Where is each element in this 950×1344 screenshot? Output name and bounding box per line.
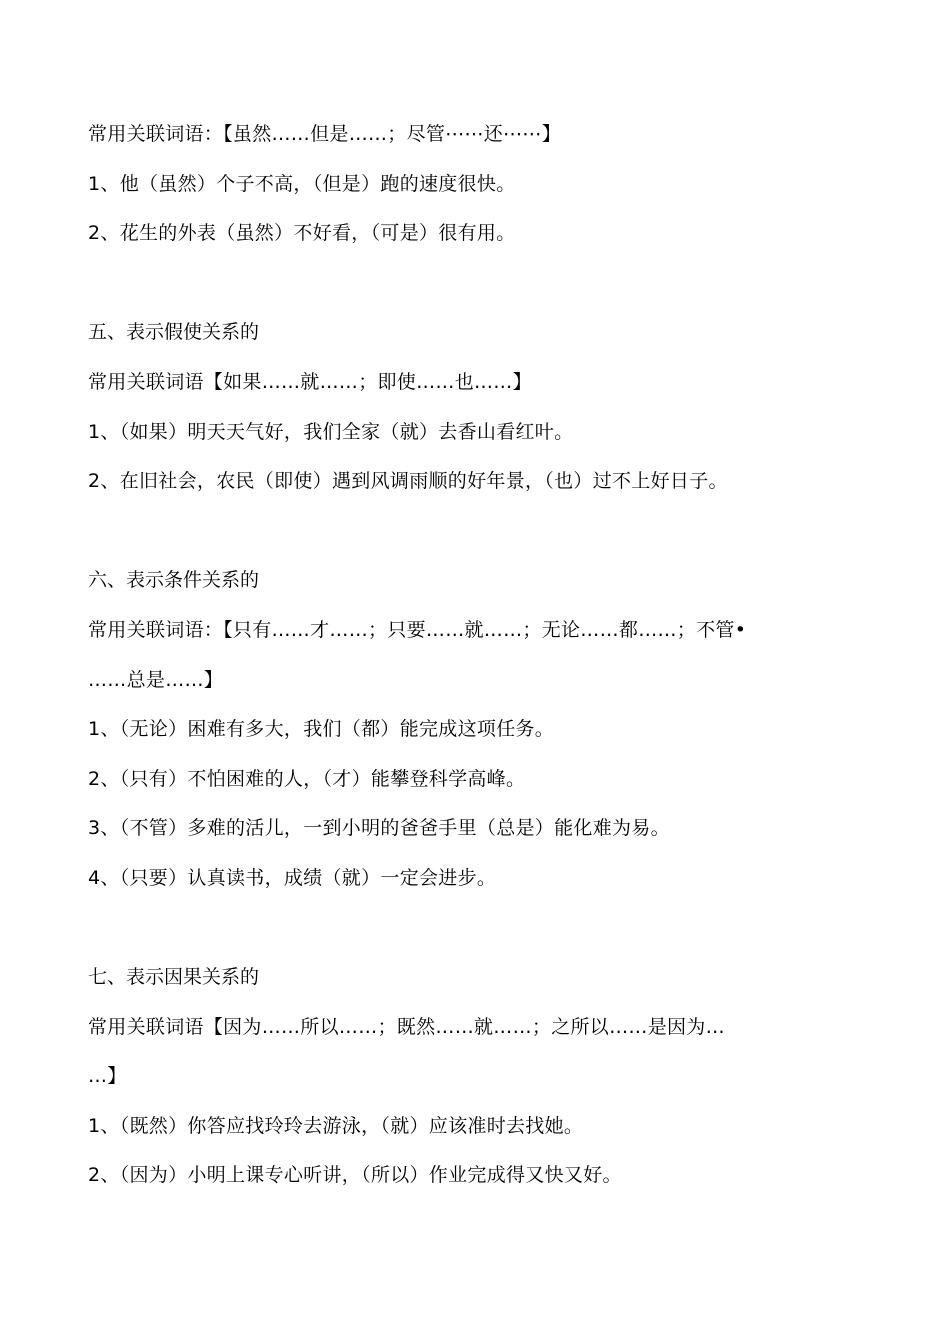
section-gap: [88, 259, 878, 309]
section-gap: [88, 904, 878, 954]
example-line: 4、（只要）认真读书，成绩（就）一定会进步。: [88, 866, 497, 889]
document-page: [88, 110, 878, 1201]
example-line: 1、（无论）困难有多大，我们（都）能完成这项任务。: [88, 718, 555, 741]
connectives-line-causal: 常用关联词语【因为……所以……；既然……就……；之所以……是因为…: [88, 1015, 725, 1038]
example-line: 2、花生的外表（虽然）不好看，（可是）很有用。: [88, 222, 516, 245]
connectives-line-causal-cont: …】: [88, 1065, 127, 1088]
connectives-line-concession: 常用关联词语：【虽然……但是……；尽管⋯⋯还⋯⋯】: [88, 123, 562, 145]
connectives-line-condition: 常用关联词语：【只有……才……；只要……就……；无论……都……；不管•: [88, 618, 747, 641]
example-line: 1、（既然）你答应找玲玲去游泳，（就）应该准时去找她。: [88, 1114, 584, 1137]
section-gap: [88, 507, 878, 557]
section-title-hypothesis: 五、表示假使关系的: [88, 321, 260, 344]
example-line: 2、（因为）小明上课专心听讲，（所以）作业完成得又快又好。: [88, 1164, 622, 1187]
section-title-causal: 七、表示因果关系的: [88, 966, 260, 989]
section-title-condition: 六、表示条件关系的: [88, 569, 260, 592]
connectives-line-hypothesis: 常用关联词语【如果……就……；即使……也……】: [88, 370, 532, 393]
example-line: 3、（不管）多难的活儿，一到小明的爸爸手里（总是）能化难为易。: [88, 817, 670, 840]
example-line: 2、在旧社会，农民（即使）遇到风调雨顺的好年景，（也）过不上好日子。: [88, 470, 728, 493]
example-line: 1、他（虽然）个子不高，（但是）跑的速度很快。: [88, 172, 516, 195]
connectives-line-condition-cont: ……总是……】: [88, 668, 224, 691]
example-line: 1、（如果）明天天气好，我们全家（就）去香山看红叶。: [88, 420, 574, 443]
example-line: 2、（只有）不怕困难的人，（才）能攀登科学高峰。: [88, 767, 526, 790]
